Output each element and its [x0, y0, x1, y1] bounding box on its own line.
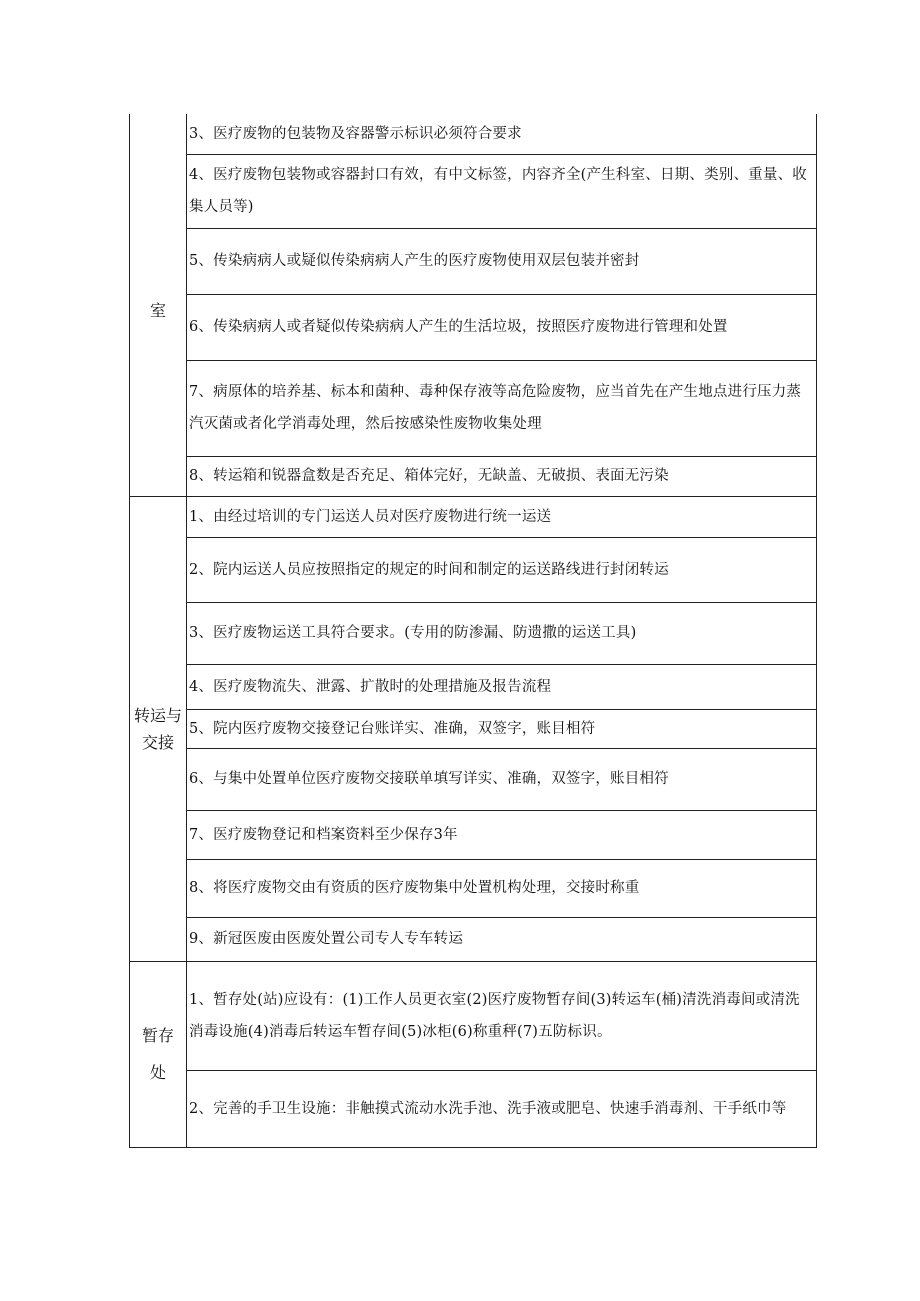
checklist-item: 3、医疗废物运送工具符合要求。(专用的防渗漏、防遗撒的运送工具) — [187, 602, 817, 664]
table-row — [130, 917, 817, 961]
inspection-checklist-table — [129, 114, 817, 1148]
table-row — [130, 228, 817, 294]
checklist-item: 7、病原体的培养基、标本和菌种、毒种保存液等高危险废物，应当首先在产生地点进行压力蒸汽灭菌或者化学消毒处理，然后按感染性废物收集处理 — [187, 360, 817, 456]
checklist-item: 3、医疗废物的包装物及容器警示标识必须符合要求 — [187, 114, 817, 154]
table-row — [130, 664, 817, 709]
checklist-item: 6、与集中处置单位医疗废物交接联单填写详实、准确，双签字，账目相符 — [187, 748, 817, 810]
checklist-item: 2、院内运送人员应按照指定的规定的时间和制定的运送路线进行封闭转运 — [187, 537, 817, 602]
category-cell-room — [130, 114, 187, 496]
table-row — [130, 456, 817, 496]
table-row — [130, 602, 817, 664]
category-cell-transport-handover — [130, 496, 187, 961]
checklist-item: 4、医疗废物包装物或容器封口有效，有中文标签，内容齐全(产生科室、日期、类别、重量、收集人员等) — [187, 154, 817, 228]
checklist-item: 5、院内医疗废物交接登记台账详实、准确，双签字，账目相符 — [187, 709, 817, 748]
checklist-item: 8、转运箱和锐器盒数是否充足、箱体完好，无缺盖、无破损、表面无污染 — [187, 456, 817, 496]
table-row — [130, 961, 817, 1070]
table-row — [130, 1070, 817, 1147]
checklist-item: 9、新冠医废由医废处置公司专人专车转运 — [187, 917, 817, 961]
table-row — [130, 709, 817, 748]
category-label: 转运与 — [133, 705, 182, 725]
category-label: 暂存 — [141, 1026, 174, 1045]
checklist-item: 2、完善的手卫生设施：非触摸式流动水洗手池、洗手液或肥皂、快速手消毒剂、干手纸巾等 — [187, 1070, 817, 1147]
category-cell-temporary-storage — [130, 961, 187, 1147]
checklist-item: 7、医疗废物登记和档案资料至少保存3年 — [187, 810, 817, 859]
table-row — [130, 496, 817, 537]
table-row — [130, 154, 817, 228]
table-row — [130, 537, 817, 602]
table-row — [130, 114, 817, 154]
checklist-item: 5、传染病病人或疑似传染病病人产生的医疗废物使用双层包装并密封 — [187, 228, 817, 294]
table-row — [130, 360, 817, 456]
table-row — [130, 748, 817, 810]
category-label: 室 — [149, 301, 166, 321]
checklist-item: 1、暂存处(站)应设有：(1)工作人员更衣室(2)医疗废物暂存间(3)转运车(桶)清洗消毒间或清洗消毒设施(4)消毒后转运车暂存间(5)冰柜(6)称重秤(7)五防标识。 — [187, 961, 817, 1070]
checklist-item: 1、由经过培训的专门运送人员对医疗废物进行统一运送 — [187, 496, 817, 537]
checklist-item: 8、将医疗废物交由有资质的医疗废物集中处置机构处理，交接时称重 — [187, 859, 817, 917]
checklist-item: 4、医疗废物流失、泄露、扩散时的处理措施及报告流程 — [187, 664, 817, 709]
category-label: 处 — [149, 1063, 166, 1082]
checklist-item: 6、传染病病人或者疑似传染病病人产生的生活垃圾，按照医疗废物进行管理和处置 — [187, 294, 817, 360]
table-row — [130, 859, 817, 917]
table-row — [130, 294, 817, 360]
table-row — [130, 810, 817, 859]
category-label: 交接 — [141, 732, 174, 752]
